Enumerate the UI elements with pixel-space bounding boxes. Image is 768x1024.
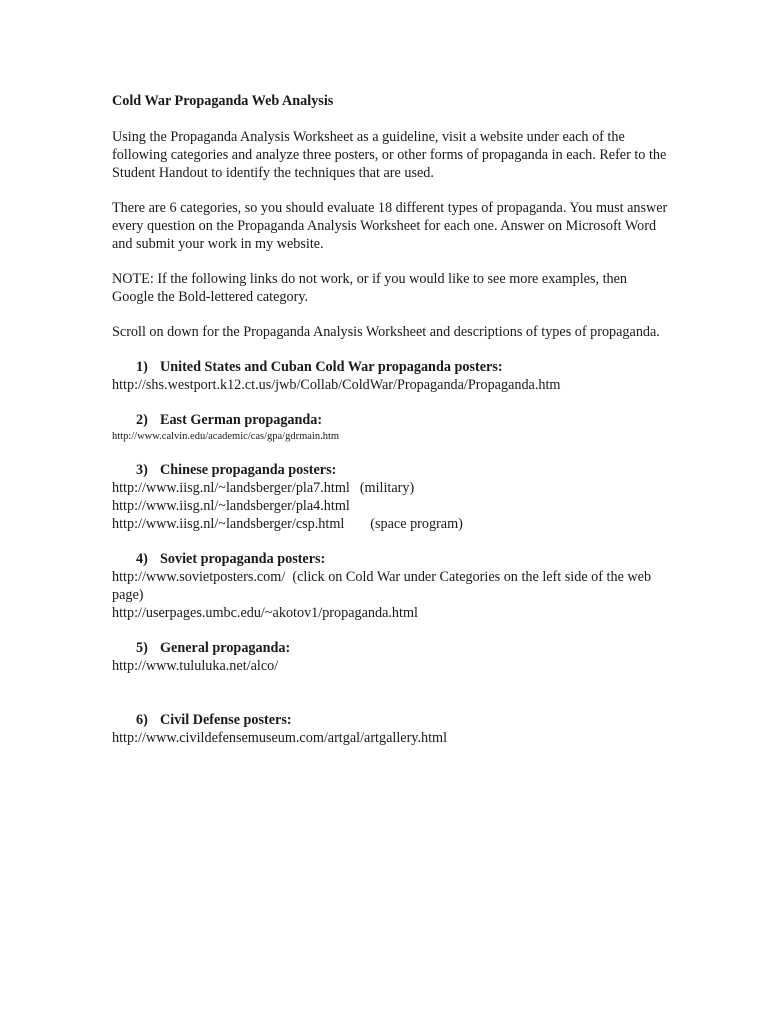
category-heading xyxy=(112,358,672,376)
link-url[interactable]: http://www.calvin.edu/academic/cas/gpa/gdrmain.htm xyxy=(112,431,340,442)
category-5 xyxy=(112,639,672,675)
category-4 xyxy=(112,550,672,622)
intro-paragraph: Using the Propaganda Analysis Worksheet as a guideline, visit a website under each of the following categories and analyze three posters, or other forms of propaganda in each. Refer to the Student Handout to identify the techniques that are used. xyxy=(112,129,667,181)
category-1 xyxy=(112,358,672,394)
category-number: 2) xyxy=(136,412,148,428)
category-number: 1) xyxy=(136,359,148,375)
category-link[interactable] xyxy=(112,657,672,675)
category-title: East German propaganda: xyxy=(160,412,323,428)
category-2 xyxy=(112,411,672,444)
category-title: General propaganda: xyxy=(160,640,291,656)
link-url[interactable]: http://shs.westport.k12.ct.us/jwb/Collab/ColdWar/Propaganda/Propaganda.htm xyxy=(112,377,561,393)
category-link[interactable] xyxy=(112,729,672,747)
category-heading xyxy=(112,639,672,657)
category-title: Chinese propaganda posters: xyxy=(160,462,337,478)
category-heading xyxy=(112,411,672,429)
category-3 xyxy=(112,461,672,533)
link-note: (military) xyxy=(359,480,415,496)
link-url[interactable]: http://www.civildefensemuseum.com/artgal/artgallery.html xyxy=(112,730,448,746)
link-note: (click on Cold War under Categories on the left side of the web page) xyxy=(112,569,652,603)
link-url[interactable]: http://userpages.umbc.edu/~akotov1/propaganda.html xyxy=(112,605,418,621)
category-number: 3) xyxy=(136,462,148,478)
category-link[interactable] xyxy=(112,479,672,497)
link-url[interactable]: http://www.iisg.nl/~landsberger/csp.html xyxy=(112,516,345,532)
category-heading xyxy=(112,711,672,729)
categories-paragraph: There are 6 categories, so you should evaluate 18 different types of propaganda. You must answer every question on the Propaganda Analysis Worksheet for each one. Answer on Microsoft Word and submit your work in my website. xyxy=(112,200,668,252)
scroll-paragraph: Scroll on down for the Propaganda Analysis Worksheet and descriptions of types of propaganda. xyxy=(112,324,660,340)
category-link[interactable] xyxy=(112,568,672,604)
category-title: United States and Cuban Cold War propaganda posters: xyxy=(160,359,503,375)
link-note: (space program) xyxy=(370,516,463,532)
link-url[interactable]: http://www.sovietposters.com/ xyxy=(112,569,286,585)
category-link[interactable] xyxy=(112,497,672,515)
link-url[interactable]: http://www.iisg.nl/~landsberger/pla4.html xyxy=(112,498,350,514)
category-link[interactable] xyxy=(112,376,672,394)
category-link[interactable] xyxy=(112,515,672,533)
category-link[interactable] xyxy=(112,429,672,444)
category-number: 4) xyxy=(136,551,148,567)
category-link[interactable] xyxy=(112,604,672,622)
note-paragraph: NOTE: If the following links do not work, or if you would like to see more examples, then Google the Bold-lettered category. xyxy=(112,271,627,305)
link-url[interactable]: http://www.iisg.nl/~landsberger/pla7.html xyxy=(112,480,350,496)
category-title: Soviet propaganda posters: xyxy=(160,551,326,567)
category-number: 6) xyxy=(136,712,148,728)
document-title: Cold War Propaganda Web Analysis xyxy=(112,93,334,109)
link-url[interactable]: http://www.tululuka.net/alco/ xyxy=(112,658,279,674)
category-title: Civil Defense posters: xyxy=(160,712,292,728)
category-heading xyxy=(112,550,672,568)
document-page xyxy=(112,92,672,764)
category-number: 5) xyxy=(136,640,148,656)
category-6 xyxy=(112,711,672,747)
category-heading xyxy=(112,461,672,479)
